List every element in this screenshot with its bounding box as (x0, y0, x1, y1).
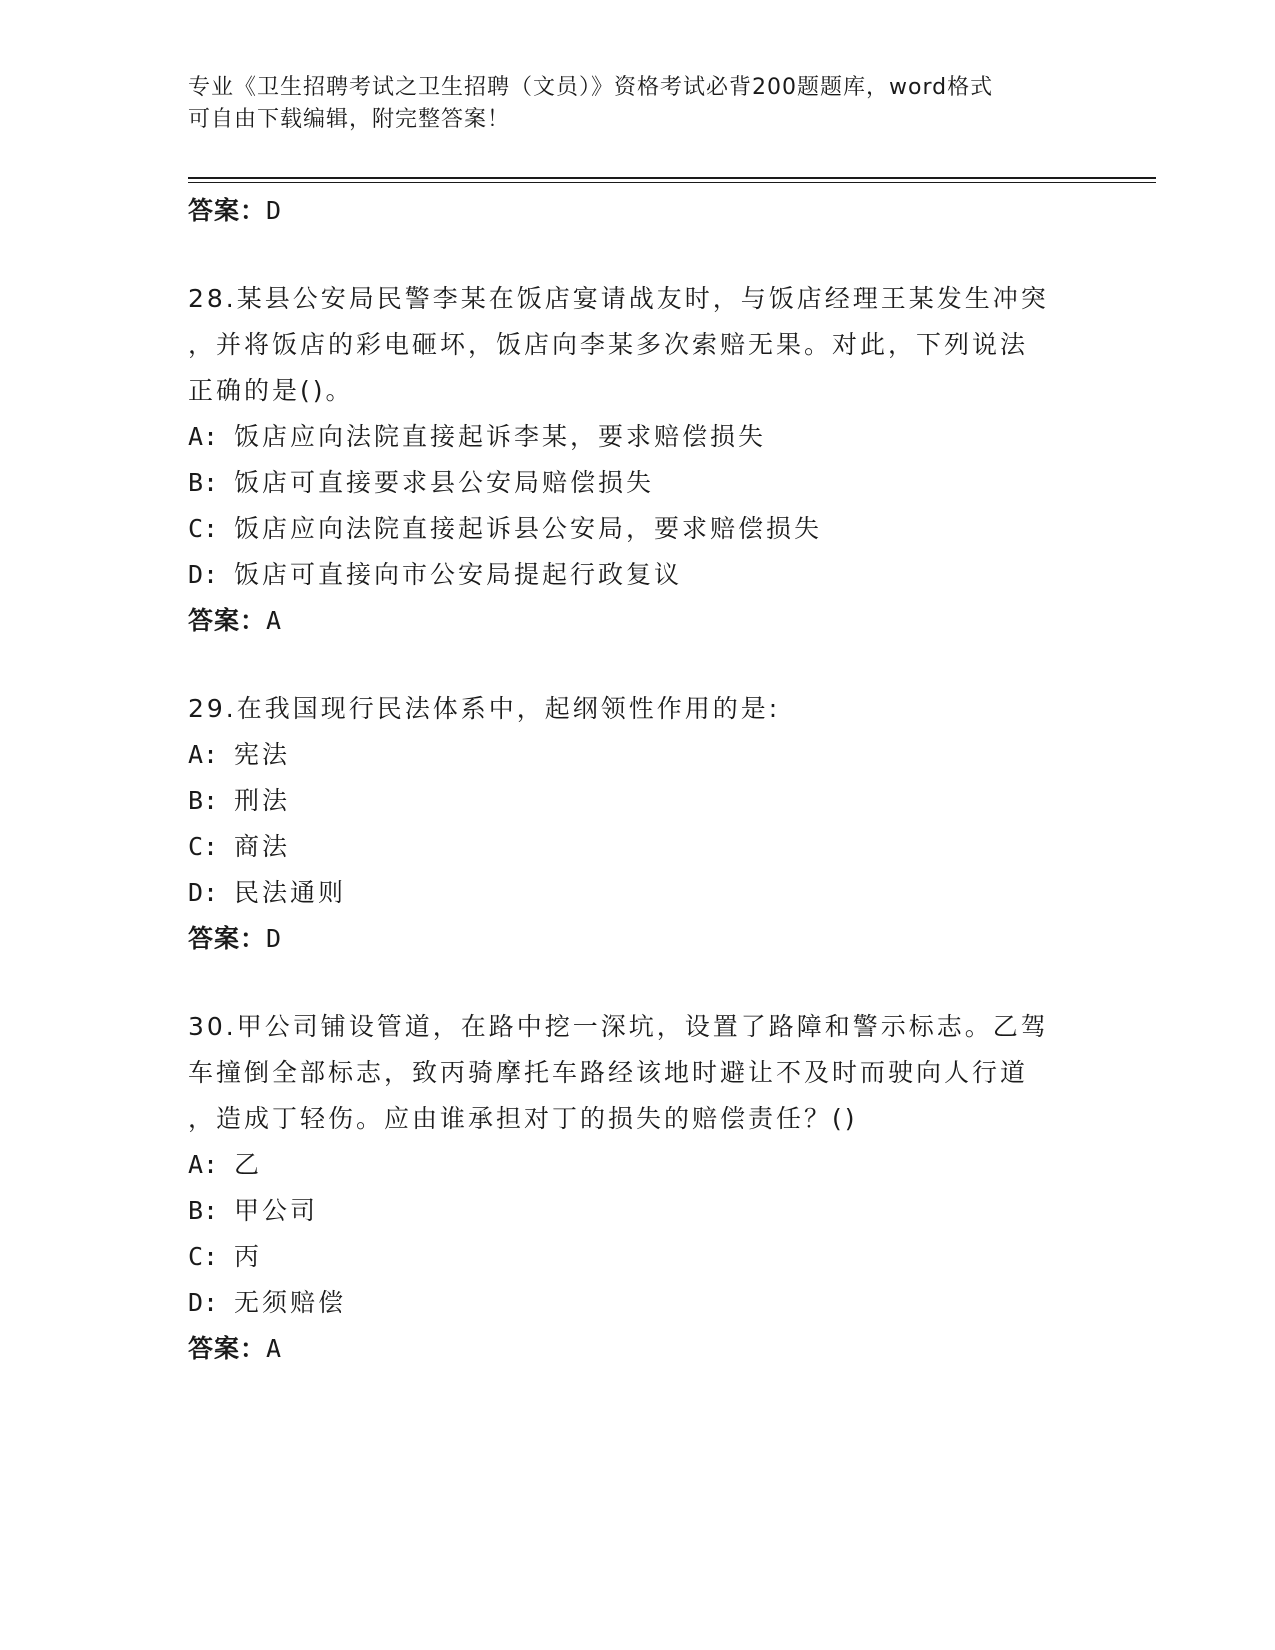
option-letter: C: (188, 1242, 219, 1271)
option-letter: D: (188, 878, 219, 907)
option-text: 饭店应向法院直接起诉李某，要求赔偿损失 (234, 422, 767, 451)
answer-label: 答案： (188, 196, 267, 225)
option-text: 丙 (234, 1242, 263, 1271)
answer-value: A (266, 606, 283, 635)
option-text: 商法 (234, 832, 291, 861)
answer-value: D (266, 196, 283, 225)
question-stem: 29.在我国现行民法体系中，起纲领性作用的是: (188, 694, 781, 723)
header-line-1: 专业《卫生招聘考试之卫生招聘（文员）》资格考试必背200题题库，word格式 (188, 75, 994, 100)
answer-label: 答案： (188, 1334, 267, 1363)
option-text: 刑法 (234, 786, 291, 815)
option-letter: B: (188, 468, 219, 497)
option-d (188, 870, 1088, 916)
option-letter: B: (188, 1196, 219, 1225)
document-header (188, 72, 1068, 136)
option-d (188, 1280, 1088, 1326)
question-stem: 28.某县公安局民警李某在饭店宴请战友时，与饭店经理王某发生冲突 ，并将饭店的彩电砸坏，饭店向李某多次索赔无果。对此，下列说法 正确的是()。 (188, 284, 1049, 405)
question-28 (188, 276, 1088, 644)
option-b (188, 1188, 1088, 1234)
question-30 (188, 1004, 1088, 1372)
option-b (188, 460, 1088, 506)
option-text: 饭店应向法院直接起诉县公安局，要求赔偿损失 (234, 514, 823, 543)
option-letter: A: (188, 740, 219, 769)
option-a (188, 414, 1088, 460)
option-text: 饭店可直接向市公安局提起行政复议 (234, 560, 683, 589)
option-text: 甲公司 (234, 1196, 319, 1225)
answer-label: 答案： (188, 924, 267, 953)
question-answer (188, 1326, 1088, 1372)
option-b (188, 778, 1088, 824)
page-content (188, 188, 1088, 1372)
option-c (188, 1234, 1088, 1280)
option-a (188, 1142, 1088, 1188)
answer-value: D (266, 924, 283, 953)
question-stem: 30.甲公司铺设管道，在路中挖一深坑，设置了路障和警示标志。乙驾 车撞倒全部标志，致丙骑摩托车路经该地时避让不及时而驶向人行道 ，造成丁轻伤。应由谁承担对丁的损失的赔偿责任？() (188, 1012, 1049, 1133)
question-29 (188, 686, 1088, 962)
option-letter: A: (188, 1150, 219, 1179)
option-text: 无须赔偿 (234, 1288, 347, 1317)
answer-label: 答案： (188, 606, 267, 635)
option-a (188, 732, 1088, 778)
option-letter: D: (188, 1288, 219, 1317)
option-letter: A: (188, 422, 219, 451)
option-text: 宪法 (234, 740, 291, 769)
option-letter: B: (188, 786, 219, 815)
question-answer (188, 598, 1088, 644)
option-d (188, 552, 1088, 598)
answer-value: A (266, 1334, 283, 1363)
option-text: 饭店可直接要求县公安局赔偿损失 (234, 468, 655, 497)
header-line-2: 可自由下载编辑，附完整答案！ (188, 107, 511, 132)
option-letter: D: (188, 560, 219, 589)
option-letter: C: (188, 514, 219, 543)
header-rule-thick (188, 177, 1156, 179)
option-text: 民法通则 (234, 878, 347, 907)
option-c (188, 506, 1088, 552)
option-letter: C: (188, 832, 219, 861)
option-c (188, 824, 1088, 870)
header-rule-thin (188, 182, 1156, 183)
question-answer (188, 916, 1088, 962)
previous-question-answer (188, 188, 1088, 234)
option-text: 乙 (234, 1150, 263, 1179)
